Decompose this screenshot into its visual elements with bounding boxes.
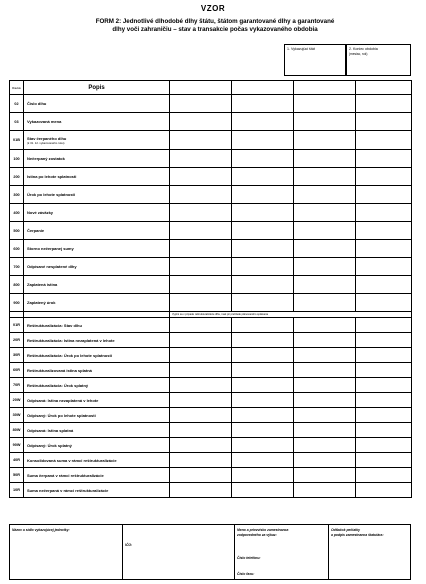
row-code: 700 xyxy=(10,258,24,276)
footer-ico-cell[interactable] xyxy=(122,525,234,579)
value-cell[interactable] xyxy=(356,294,412,312)
value-cell[interactable] xyxy=(356,393,412,408)
stamp-label-2: a podpis zamestnanca štatutára: xyxy=(331,533,384,537)
table-row xyxy=(10,131,412,150)
row-description-text: Reštrukturalizácia: Stav dlhu xyxy=(27,322,82,328)
row-code: 02 xyxy=(10,95,24,113)
row-description xyxy=(24,276,170,294)
value-cell[interactable] xyxy=(294,408,356,423)
value-cell[interactable] xyxy=(294,378,356,393)
value-cell[interactable] xyxy=(232,95,294,113)
row-code: 10R xyxy=(10,483,24,498)
row-description-text: Suma nečerpaná v rámci reštrukturalizácie xyxy=(27,487,109,493)
row-code: 50R xyxy=(10,468,24,483)
value-cell[interactable] xyxy=(294,276,356,294)
value-cell[interactable] xyxy=(294,240,356,258)
value-cell[interactable] xyxy=(294,294,356,312)
value-cell[interactable] xyxy=(232,483,294,498)
value-cell[interactable] xyxy=(356,222,412,240)
value-cell[interactable] xyxy=(170,468,232,483)
period-end-box[interactable] xyxy=(346,44,411,76)
row-description-text: Storno nečerpanej sumy xyxy=(27,246,74,251)
value-cell[interactable] xyxy=(232,348,294,363)
value-cell[interactable] xyxy=(294,453,356,468)
value-cell[interactable] xyxy=(356,333,412,348)
table-row xyxy=(10,483,412,498)
header-value-cell xyxy=(232,81,294,95)
row-description xyxy=(24,168,170,186)
row-description-text: Odpisaný: Úrok po lehote splatnosti xyxy=(27,412,96,418)
table-row xyxy=(10,113,412,131)
row-description-text: Suma čerpaná v rámci reštrukturalizácie xyxy=(27,472,104,478)
value-cell[interactable] xyxy=(232,131,294,150)
value-cell[interactable] xyxy=(232,204,294,222)
value-cell[interactable] xyxy=(232,438,294,453)
document-subtitle xyxy=(30,18,400,34)
row-description-text: Istina po lehote splatnosti xyxy=(27,174,77,179)
value-cell[interactable] xyxy=(232,468,294,483)
table-row xyxy=(10,453,412,468)
value-cell[interactable] xyxy=(170,348,232,363)
value-cell[interactable] xyxy=(356,453,412,468)
row-description xyxy=(24,131,170,150)
value-cell[interactable] xyxy=(170,393,232,408)
row-description-text: Odpísaný: Úrok splatný xyxy=(27,442,72,448)
row-code: 01B xyxy=(10,131,24,150)
value-cell[interactable] xyxy=(356,113,412,131)
value-cell[interactable] xyxy=(170,95,232,113)
row-description xyxy=(24,423,170,438)
row-description xyxy=(24,294,170,312)
separator-note: Vyplní sa v prípade reštrukturalizácie dlhu, inak pri prehľade plánovaného splácania xyxy=(170,312,412,318)
value-cell[interactable] xyxy=(356,348,412,363)
row-description xyxy=(24,222,170,240)
row-description xyxy=(24,204,170,222)
value-cell[interactable] xyxy=(294,95,356,113)
table-row xyxy=(10,186,412,204)
table-row xyxy=(10,363,412,378)
row-description-text: Konsolidovaná suma v rámci reštrukturalizácie xyxy=(27,457,117,463)
row-description-text: Číslo dlhu xyxy=(27,101,47,106)
row-description-text: Úrok po lehote splatnosti xyxy=(27,192,76,197)
footer-responsible-cell[interactable] xyxy=(234,525,328,579)
row-code: 30W xyxy=(10,408,24,423)
value-cell[interactable] xyxy=(294,186,356,204)
row-description xyxy=(24,186,170,204)
value-cell[interactable] xyxy=(170,113,232,131)
row-code: 600 xyxy=(10,240,24,258)
table-row xyxy=(10,204,412,222)
value-cell[interactable] xyxy=(294,363,356,378)
value-cell[interactable] xyxy=(232,186,294,204)
row-description-text: Reštrukturalizácia: Istina nezaplatená v lehote xyxy=(27,337,115,343)
row-code: 03 xyxy=(10,113,24,131)
table-row xyxy=(10,258,412,276)
value-cell[interactable] xyxy=(170,378,232,393)
row-description xyxy=(24,483,170,498)
row-description xyxy=(24,378,170,393)
row-code: 60R xyxy=(10,363,24,378)
row-description xyxy=(24,95,170,113)
row-description-text: Zaplatený úrok xyxy=(27,300,56,305)
value-cell[interactable] xyxy=(232,150,294,168)
value-cell[interactable] xyxy=(232,294,294,312)
stamp-label: Odtlačok pečiatky xyxy=(331,528,361,532)
header-value-cell xyxy=(356,81,412,95)
table-row xyxy=(10,333,412,348)
form-table xyxy=(9,80,412,498)
value-cell[interactable] xyxy=(232,318,294,333)
value-cell[interactable] xyxy=(232,333,294,348)
row-code: 300 xyxy=(10,186,24,204)
value-cell[interactable] xyxy=(356,468,412,483)
row-code: 100 xyxy=(10,150,24,168)
value-cell[interactable] xyxy=(232,408,294,423)
table-row xyxy=(10,348,412,363)
period-end-label: 2. Koniec obdobia xyxy=(349,47,378,51)
table-row xyxy=(10,408,412,423)
row-code: 01R xyxy=(10,318,24,333)
value-cell[interactable] xyxy=(170,258,232,276)
value-cell[interactable] xyxy=(294,222,356,240)
reporting-state-label: 1. Vykazujúci štát xyxy=(287,47,315,51)
header-value-cell xyxy=(294,81,356,95)
row-code: 800 xyxy=(10,276,24,294)
table-row xyxy=(10,438,412,453)
row-description-text: Čerpanie xyxy=(27,228,45,233)
row-description xyxy=(24,150,170,168)
value-cell[interactable] xyxy=(356,95,412,113)
value-cell[interactable] xyxy=(170,186,232,204)
value-cell[interactable] xyxy=(170,438,232,453)
row-description-text: Odpisaná: Istina nezaplatená v lehote xyxy=(27,397,99,403)
value-cell[interactable] xyxy=(356,258,412,276)
table-row xyxy=(10,423,412,438)
value-cell[interactable] xyxy=(294,168,356,186)
table-row xyxy=(10,150,412,168)
row-description xyxy=(24,258,170,276)
table-row xyxy=(10,294,412,312)
table-row xyxy=(10,276,412,294)
row-description-text: Odpísané nesplatené dlhy xyxy=(27,264,77,269)
value-cell[interactable] xyxy=(356,150,412,168)
footer-stamp-cell[interactable] xyxy=(328,525,412,579)
value-cell[interactable] xyxy=(232,240,294,258)
value-cell[interactable] xyxy=(170,168,232,186)
value-cell[interactable] xyxy=(356,438,412,453)
table-row xyxy=(10,318,412,333)
subtitle-line-2: dlhy voči zahraničiu – stav a transakcie počas vykazovaného obdobia xyxy=(112,26,318,33)
row-description-text: Stav čerpaného dlhu xyxy=(27,135,67,141)
value-cell[interactable] xyxy=(294,333,356,348)
value-cell[interactable] xyxy=(170,408,232,423)
value-cell[interactable] xyxy=(294,204,356,222)
row-description-text: Zaplatená istina xyxy=(27,282,58,287)
row-description-text: Odpísaná: Istina splatná xyxy=(27,427,74,433)
value-cell[interactable] xyxy=(356,186,412,204)
value-cell[interactable] xyxy=(170,204,232,222)
table-row xyxy=(10,222,412,240)
row-description xyxy=(24,393,170,408)
value-cell[interactable] xyxy=(170,150,232,168)
row-description-text: Reštrukturalizácia: Úrok po lehote splatnosti xyxy=(27,352,112,358)
value-cell[interactable] xyxy=(356,363,412,378)
value-cell[interactable] xyxy=(232,276,294,294)
entity-name-label: Názov a sídlo vykazujúcej jednotky: xyxy=(12,528,70,532)
table-row xyxy=(10,168,412,186)
row-code: 500 xyxy=(10,222,24,240)
row-code: 900 xyxy=(10,294,24,312)
row-description-text: Nové záväzky xyxy=(27,210,54,215)
value-cell[interactable] xyxy=(294,438,356,453)
table-row xyxy=(10,95,412,113)
row-description xyxy=(24,333,170,348)
subtitle-line-1: FORM 2: Jednotlivé dlhodobé dlhy štátu, štátom garantované dlhy a garantované xyxy=(95,18,335,25)
code-column-header: Riadok xyxy=(10,81,24,95)
value-cell[interactable] xyxy=(294,150,356,168)
row-description xyxy=(24,113,170,131)
row-description xyxy=(24,348,170,363)
row-description-text: Reštrukturalizácia: Úrok splatný xyxy=(27,382,89,388)
value-cell[interactable] xyxy=(356,240,412,258)
value-cell[interactable] xyxy=(170,423,232,438)
value-cell[interactable] xyxy=(294,348,356,363)
value-cell[interactable] xyxy=(294,423,356,438)
table-row xyxy=(10,240,412,258)
row-description xyxy=(24,240,170,258)
value-cell[interactable] xyxy=(356,483,412,498)
row-code: 70R xyxy=(10,378,24,393)
row-description-text: Vykazovaná mena xyxy=(27,119,62,124)
footer-signature-block xyxy=(9,524,411,580)
value-cell[interactable] xyxy=(294,113,356,131)
value-cell[interactable] xyxy=(170,318,232,333)
value-cell[interactable] xyxy=(232,453,294,468)
row-description xyxy=(24,318,170,333)
value-cell[interactable] xyxy=(170,483,232,498)
value-cell[interactable] xyxy=(356,378,412,393)
table-header-row xyxy=(10,81,412,95)
value-cell[interactable] xyxy=(356,423,412,438)
row-code: 200 xyxy=(10,168,24,186)
value-cell[interactable] xyxy=(294,393,356,408)
value-cell[interactable] xyxy=(170,333,232,348)
value-cell[interactable] xyxy=(170,453,232,468)
value-cell[interactable] xyxy=(232,168,294,186)
value-cell[interactable] xyxy=(294,131,356,150)
value-cell[interactable] xyxy=(170,276,232,294)
row-code: 40R xyxy=(10,453,24,468)
row-code: 400 xyxy=(10,204,24,222)
value-cell[interactable] xyxy=(232,113,294,131)
value-cell[interactable] xyxy=(232,423,294,438)
ico-label: IČO: xyxy=(125,543,133,547)
value-cell[interactable] xyxy=(170,363,232,378)
document-title: VZOR xyxy=(200,4,226,13)
period-end-sublabel: (mesiac, rok) xyxy=(349,52,368,56)
row-code: 90W xyxy=(10,438,24,453)
value-cell[interactable] xyxy=(356,408,412,423)
responsible-label: Meno a priezvisko zamestnanca xyxy=(237,528,289,532)
table-row xyxy=(10,378,412,393)
value-cell[interactable] xyxy=(294,318,356,333)
value-cell[interactable] xyxy=(170,222,232,240)
value-cell[interactable] xyxy=(356,168,412,186)
value-cell[interactable] xyxy=(356,276,412,294)
table-row xyxy=(10,393,412,408)
row-description-text: Nečerpaný zostatok xyxy=(27,156,65,161)
row-code: 20R xyxy=(10,333,24,348)
value-cell[interactable] xyxy=(170,240,232,258)
value-cell[interactable] xyxy=(294,468,356,483)
row-description xyxy=(24,468,170,483)
table-row xyxy=(10,468,412,483)
value-cell[interactable] xyxy=(232,258,294,276)
row-code: 80W xyxy=(10,423,24,438)
value-cell[interactable] xyxy=(356,204,412,222)
popis-column-header: Popis xyxy=(24,81,170,95)
value-cell[interactable] xyxy=(232,363,294,378)
value-cell[interactable] xyxy=(232,393,294,408)
responsible-label-2: zodpovedného za výkaz: xyxy=(237,533,277,537)
value-cell[interactable] xyxy=(294,258,356,276)
row-code: 30R xyxy=(10,348,24,363)
row-description xyxy=(24,408,170,423)
row-description xyxy=(24,453,170,468)
row-description-text: Reštrukturalizovaná istina splatná xyxy=(27,367,92,373)
row-description xyxy=(24,438,170,453)
row-description-sub: (k 31. 12. vykazovaného roku) xyxy=(27,140,65,145)
value-cell[interactable] xyxy=(232,222,294,240)
value-cell[interactable] xyxy=(294,483,356,498)
fax-label: Číslo faxu: xyxy=(237,572,255,576)
reporting-state-box[interactable] xyxy=(284,44,346,76)
value-cell[interactable] xyxy=(356,318,412,333)
footer-entity-cell[interactable] xyxy=(10,525,122,579)
row-description xyxy=(24,363,170,378)
value-cell[interactable] xyxy=(170,294,232,312)
phone-label: Číslo telefónu: xyxy=(237,556,261,560)
value-cell[interactable] xyxy=(232,378,294,393)
header-value-cell xyxy=(170,81,232,95)
row-code: 20W xyxy=(10,393,24,408)
value-cell[interactable] xyxy=(170,131,232,150)
value-cell[interactable] xyxy=(356,131,412,150)
